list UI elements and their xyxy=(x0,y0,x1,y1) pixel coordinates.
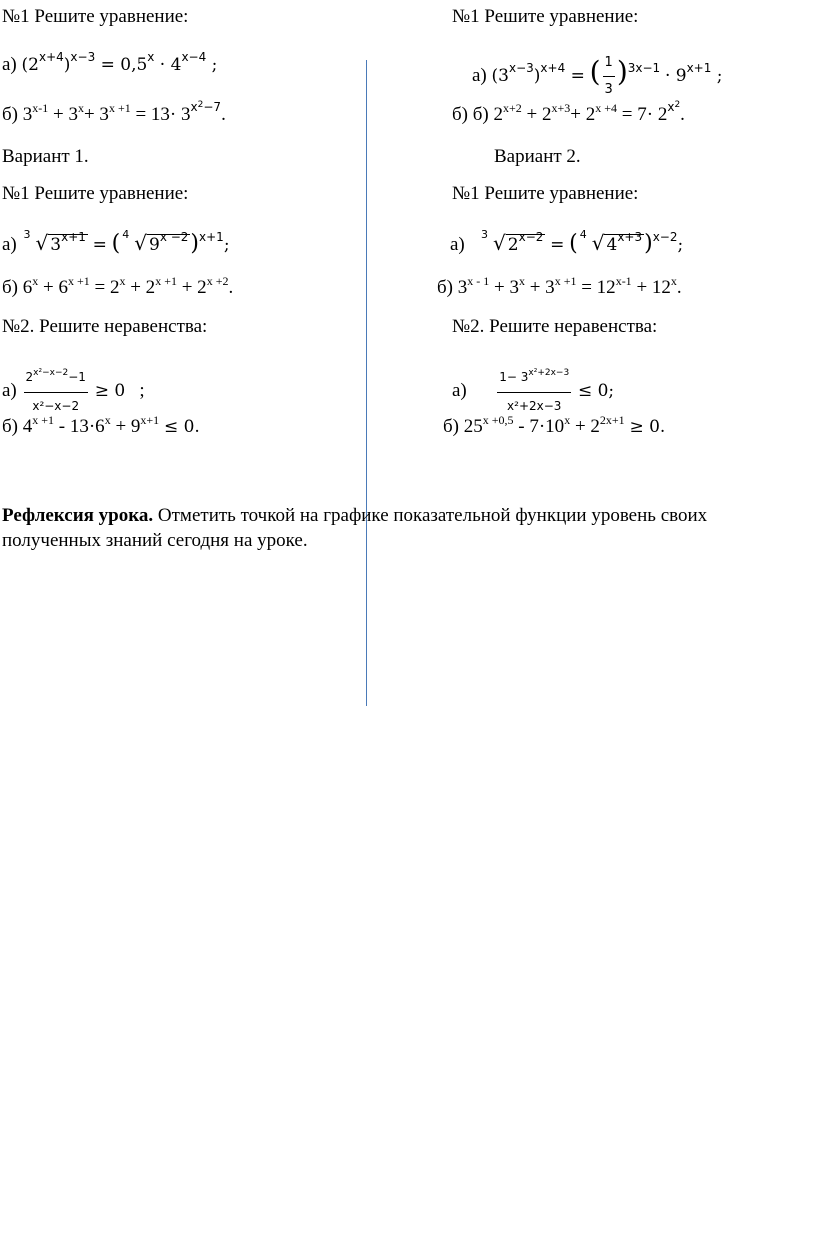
reflection-title: Рефлексия урока. xyxy=(2,505,154,526)
reflection-text1: Отметить точкой на графике показательной функции уровень своих xyxy=(153,505,708,526)
left-task1b-title: №1 Решите уравнение: xyxy=(2,183,189,204)
left-eq-root: а) 3 √ $3^{x+1}$ = ( 4 √ $9^{x -2})^{x+1}$; xyxy=(2,228,230,256)
left-eq-b: б) $3^{x-1} + 3^x+ 3^{x +1} = 13\cdot 3^{x^2-7}$. xyxy=(2,100,226,125)
right-eq-a-label: а) xyxy=(472,64,487,86)
reflection-line1 xyxy=(2,505,707,527)
right-variant: Вариант 2. xyxy=(494,146,581,167)
left-ineq-b: б) $4^{x +1} - 13\cdot 6^x + 9^{x+1} \le 0$. xyxy=(2,413,200,437)
left-ineq-a: а) $\frac{2^{x^2-x-2}-1}{\text{x²−x−2}}$ ≥ 0 ; xyxy=(2,368,145,413)
left-eq-b-label: б) xyxy=(2,104,18,125)
left-task1-title: №1 Решите уравнение: xyxy=(2,6,189,27)
reflection-line2: полученных знаний сегодня на уроке. xyxy=(2,530,308,551)
column-divider xyxy=(366,60,367,706)
left-task2-title: №2. Решите неравенства: xyxy=(2,316,208,337)
right-eq-root-label: а) xyxy=(450,234,465,255)
left-eq-b2: б) $6^x + 6^{x +1} = 2^x + 2^{x +1} + 2^{x +2}$. xyxy=(2,274,234,298)
right-eq-b2: б) $3^{x - 1} + 3^x + 3^{x +1} = 12^{x-1} + 12^x$. xyxy=(437,274,682,298)
right-ineq-b: б) $25^{x +0,5} - 7\cdot 10^x + 2^{2x+1} \ge 0$. xyxy=(443,413,666,437)
left-eq-a: а) $(2^{x+4})^{x-3} = 0,5^x \cdot 4^{x-4}$ ; xyxy=(2,50,218,75)
right-eq-b: б) б) $2^{x+2} + 2^{x+3}+ 2^{x +4} = 7\cdot 2^{x^2}$. xyxy=(452,100,685,125)
right-task1-title: №1 Решите уравнение: xyxy=(452,6,639,27)
right-eq-a: а) $(3^{x-3})^{x+4}$ = ( $\frac{1}{3}$ )$^{3x-1} \cdot 9^{x+1}$ ; xyxy=(472,52,723,101)
right-ineq-a: а) $\frac{1- 3^{x^2+2x-3}}{\text{x²+2x−3}}$ ≤ 0; xyxy=(452,368,615,413)
left-variant: Вариант 1. xyxy=(2,146,89,167)
right-eq-b-label: б) б) xyxy=(452,104,489,125)
right-eq-b2-label: б) xyxy=(437,277,453,298)
left-eq-a-label: а) xyxy=(2,54,17,75)
right-eq-root: а) 3 √ $2^{x-2}$ = ( 4 √ $4^{x+3})^{x-2}$; xyxy=(450,228,684,256)
right-task1b-title: №1 Решите уравнение: xyxy=(452,183,639,204)
right-task2-title: №2. Решите неравенства: xyxy=(452,316,658,337)
